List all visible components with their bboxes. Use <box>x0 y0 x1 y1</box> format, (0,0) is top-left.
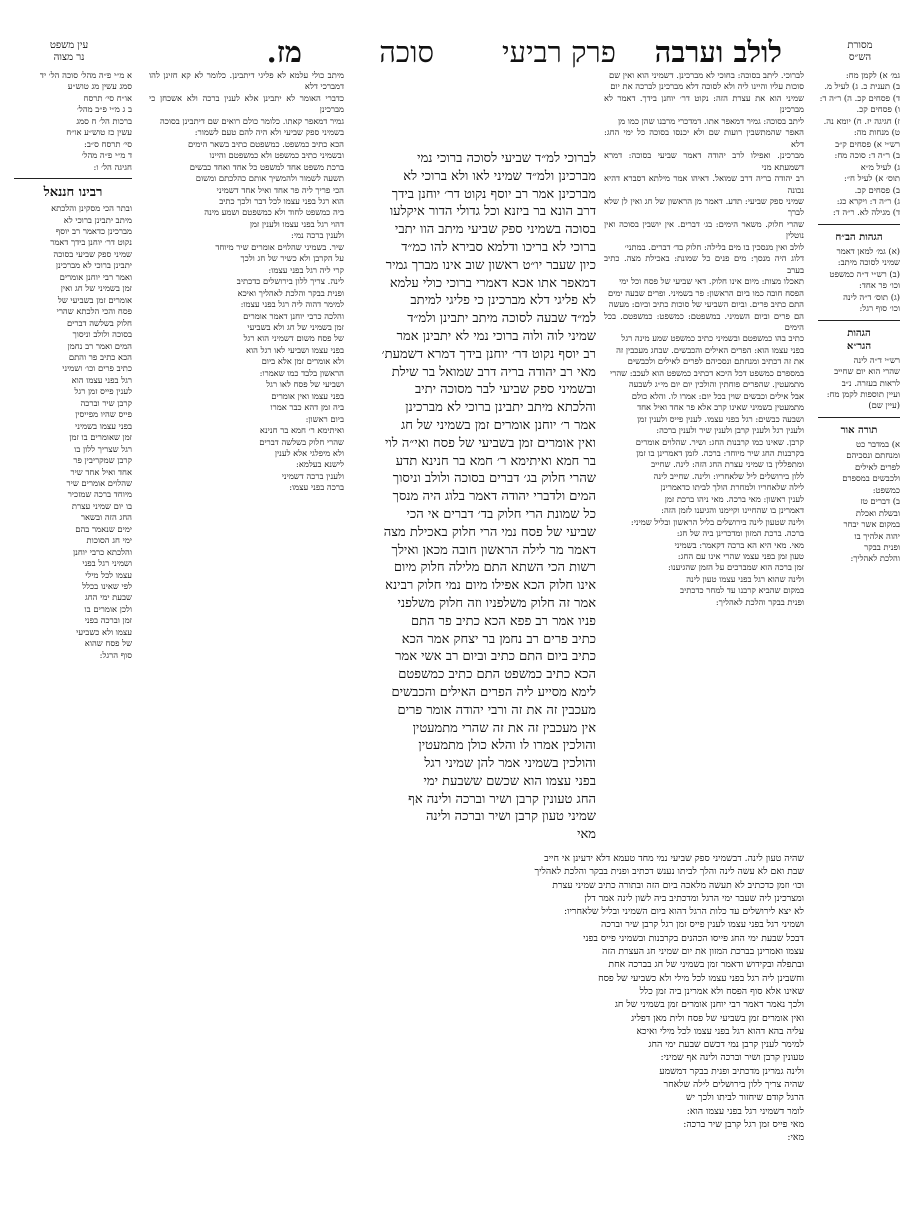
ein-mishpat-line: ד מ״י פ״ה מהל׳ <box>81 150 132 161</box>
gemara-column <box>356 150 596 843</box>
rashi-line: במקום שהביא קרבנו עד למחר כדכתיב <box>680 585 804 596</box>
rashi-line: בפני עצמו הוא: הפרים האילים והכבשים. שבחג מעכבין זה <box>616 344 804 355</box>
tosafot-line: בשמיני ספק שביעי ולא היה להם טעם לשמור: <box>194 127 344 138</box>
gemara-line: מברכינן ולמ״ד שמיני לאו ולא ברוכי לא <box>403 168 596 184</box>
rashi-line: ופנית בבקר והלכת לאהליך: <box>715 596 804 607</box>
ein-mishpat-line: ברכות הל׳ ח סמג <box>76 115 132 126</box>
gemara-line: מאי <box>577 827 596 843</box>
tosafot-line: ברכה בפני עצמו: <box>289 482 344 493</box>
ein-mishpat-title: עין משפט נר מצוה <box>49 40 89 63</box>
rabbenu-line: כתיב פרים וכו׳ ושמיני <box>62 363 132 374</box>
rabbenu-line: שמיני ספק שביעי בסוכה <box>53 248 132 259</box>
rabbenu-line: רגל שצריך ללון בו <box>74 443 132 454</box>
rashi-line: לענין ראשון: מאי ברכה. מאי ניהו ברכת זמן <box>664 493 804 504</box>
hagahot-gra-notes <box>818 355 900 412</box>
torah-line: לפרים לאילים <box>855 461 900 472</box>
rabbenu-line: עצמו ולא כשביעי <box>76 626 132 637</box>
torah-line: ב) דברים טז <box>860 496 900 507</box>
rabbenu-line: נקוט דר׳ יוחנן בידך דאמר <box>50 237 132 248</box>
masoret-hashas-column <box>818 70 900 1160</box>
masoret-line: רש״י א) פסחים ק״ב <box>835 138 900 149</box>
tosafot-line: למימר דהוה ליה רגל בפני עצמו: <box>240 299 344 310</box>
tractate-name: סוכה <box>379 35 434 69</box>
ein-mishpat-line: חגיגה הל׳ ו: <box>93 161 132 172</box>
bottom-line: ולכך נאמר דאמר רבי יוחנן אומרים זמן בשמיני של חג <box>614 999 804 1011</box>
rabbenu-line: ימים שנאמר בהם <box>75 523 132 534</box>
tosafot-line: והלכה כרבי יוחנן דאמר אומרים <box>243 310 344 321</box>
gemara-line: רשות הכי השתא התם מלילה חלוק מיום <box>393 560 596 576</box>
rashi-line: מברכינן. ואפילו לרב יהודה דאמר שביעי בסוכה: דמרא דשמעתא מני <box>604 150 804 172</box>
rabbenu-line: יתבינן ברוכי לא מברכינן <box>55 260 132 271</box>
gemara-line: לברוכי למ״ד שביעי לסוכה ברוכי נמי <box>417 151 596 166</box>
tosafot-line: הכי פריך ליה פר אחד ואיל אחד דשמיני <box>216 184 344 195</box>
rashi-line: טעון זמן בפני עצמו שהרי אינו עם החג: <box>677 551 804 562</box>
rabbenu-chananel-title: רבינו חננאל <box>43 185 103 201</box>
tosafot-column <box>149 70 344 845</box>
bottom-line: ושמיני רגל בפני עצמו לענין פייס זמן רגל קרבן שיר וברכה <box>601 919 804 931</box>
tosafot-line: דהוי רגל בפני עצמו ולענין זמן <box>249 218 344 229</box>
gemara-line: למ״ד שבעה לסוכה מיתב יתבינן ולמ״ד <box>407 311 596 327</box>
gemara-line: כיון שעבר יו״ט ראשון שוב אינו מברך גמיר <box>385 257 596 273</box>
gra-line: ועיין תוספות לקמן מח: <box>826 388 900 399</box>
bottom-line: שאינו אלא סוף הפסח ולא אמרינן ביה זמן כלל <box>639 985 804 997</box>
hagahot-line: שמיני לסוכה מיתב: <box>837 257 900 268</box>
tosafot-line: ביה זמן דהא כבר אמרו <box>270 402 344 413</box>
tosafot-line: ופנית בבקר והלכת לאהליך ואיכא <box>237 287 344 298</box>
rabbenu-line: ולכן אומרים בו <box>84 603 132 614</box>
gemara-line: הכא כתיב כמשפט התם כתיב כמשפטם <box>398 667 596 683</box>
tosafot-line: ושביעי של פסח לאו רגל <box>266 379 344 390</box>
gra-line: (עיין שם) <box>868 400 900 411</box>
gemara-line: אין מעכבין זה את זה שהרי מתמעטין <box>412 720 596 736</box>
masoret-line: ב) פסחים קכ. <box>854 184 900 195</box>
masoret-line: ז) חגיגה יז. ח) יומא נה. <box>823 115 900 126</box>
rashi-line: ושבעה כבשים: רגל בפני עצמו. לענין פייס ולענין זמן <box>637 413 804 424</box>
rabbenu-line: ואמר רבי יוחנן אומרים <box>59 271 132 282</box>
rashi-line: במספרם כמשפט דכל היכא דכתיב כמשפט הוא לעכב: שהרי <box>610 367 804 378</box>
bottom-commentary <box>149 852 804 1182</box>
gemara-line: בסוכה בשמיני ספק שביעי מיתב הוו יתבי <box>394 222 596 238</box>
divider <box>818 224 900 225</box>
gemara-line: דמאפר אתו אכא דאמרי ברוכי כולי עלמא <box>389 275 596 291</box>
rabbenu-line: קרבן שמקריבין פר <box>73 455 132 466</box>
rashi-line: ברכה. ברכת המזון ומדכרינן ביה של חג: <box>676 528 804 539</box>
gemara-line: לא פליגי דלא מברכינן כי פליגי למיתב <box>410 293 596 309</box>
rabbenu-line: פייס שהיו מפייסין <box>75 409 132 420</box>
divider <box>818 320 900 321</box>
rabbenu-line: הכא כתיב פר והתם <box>68 351 132 362</box>
rabbenu-line: רגל בפני עצמו הוא <box>71 374 132 385</box>
rashi-line: ולינה שטעון לינה בירושלים בליל הראשון ובליל שמיני: <box>630 516 804 527</box>
gemara-line: לימא מסייע ליה הפרים האילים והכבשים <box>391 684 596 700</box>
rashi-line: לילה שלאחריו ולמחרת הולך לביתו כדאמרינן <box>660 482 804 493</box>
gemara-line: רב יוסף נקוט דר׳ יוחנן בידך דמרא דשמעת׳ <box>381 346 596 362</box>
rashi-line: דאמרינן בו שהחיינו וקיימנו והגיענו לזמן הזה: <box>661 505 804 516</box>
tosafot-line: הראשון בלבד כמו שאמרו: <box>259 367 344 378</box>
gemara-line: בפני עצמו הוא שכשם ששבעת ימי <box>423 773 596 789</box>
rashi-line: שהרי חלוק. משאר הימים: בג׳ דברים. אין יושבין בסוכה ואין נוטלין <box>604 218 804 241</box>
chapter-name: פרק רביעי <box>501 35 616 69</box>
gemara-line: כתיב ביום התם כתיב וביום רב אשי אמר <box>395 649 596 665</box>
gemara-line: ואין אומרים זמן בשביעי של פסח ואי״ה לוי <box>384 435 596 451</box>
masoret-title: מסורת הש״ס <box>847 40 873 63</box>
gemara-line: דרב הונא בר ביזנא וכל גדולי הדור איקלעו <box>389 204 596 220</box>
ein-mishpat-column <box>14 70 132 1160</box>
masoret-line: ד) פסחים קכ. ה) ר״ה ד: <box>819 92 900 103</box>
rashi-line: לברוכי. ליתב בסוכה: בחוכי לא מברכינן. דשמיני הוא ואין שם <box>608 70 804 80</box>
tosafot-line: שיר. בשמיני שהלוים אומרים שיר מיוחד <box>215 241 344 252</box>
torah-or-notes <box>818 439 900 565</box>
rabbenu-line: לענין פייס זמן רגל <box>74 386 132 397</box>
tosafot-line: מיתב כולי עלמא לא פליגי דיתבינן. כלומר לא קא חזינן להו דמברכי דלא <box>149 70 344 92</box>
tosafot-line: ואיתימא ר׳ חמא בר חנינא <box>259 425 344 436</box>
tosafot-line: שהרי חלוק בשלשה דברים <box>259 436 344 447</box>
rabbenu-line: קרבן שיר וברכה <box>80 397 132 408</box>
gemara-line: ברוכי לא בריכו ודלמא סבירא להו כמ״ד <box>401 239 596 255</box>
rabbenu-line: סוף הרגל: <box>99 649 132 660</box>
tosafot-line: ובשמיני כתיב כמשפט ולא כמשפטם והיינו <box>209 150 344 161</box>
bottom-line: לא יצא לירושלים עד כלות הרגל דהוא ביום השמיני ובליל שלאחריו: <box>563 906 804 918</box>
divider <box>818 417 900 418</box>
hagahot-bach-title: הגהות הב״ח <box>835 231 883 243</box>
hagahot-gra-title: הגהות הגר״א <box>846 327 872 352</box>
masoret-line: ד) מגילה לא. ר״ה ד: <box>832 207 900 218</box>
bottom-line: וכו׳ וזמן כדכתיב לא תעשה מלאכה ביום הזה ובתורה כתיב שמיני עצרת <box>552 879 804 891</box>
gemara-line: שביעי של פסח נמי הרי חלוק באכילת מצה <box>383 524 596 540</box>
bottom-commentary-text <box>149 852 804 1145</box>
gemara-line: כל שמונת הרי חלוק בד׳ דברים אי הכי <box>406 506 596 522</box>
hagahot-line: (ג) תוס׳ ד״ה לינה <box>843 291 900 302</box>
gemara-line: ובשמיני ספק שביעי לבר מסוכה יתיב <box>414 382 596 398</box>
torah-line: יהוה אלהיך בו <box>854 530 900 541</box>
bottom-line: הרגל קודם שיחזור לביתו ולכך יש <box>686 1092 804 1104</box>
rashi-line: שמיני ספק שביעי: תדע. דאמר מן הראשון של חג ואין לן שלא לברך <box>604 195 804 218</box>
torah-line: ופנית בבקר <box>864 541 900 552</box>
rashi-line: הם פרים וביום השמיני. במשפטם: כמשפט: כמשפטם. בכל הימים <box>604 310 804 332</box>
gemara-line: אינו חלוק הכא אפילו מיום נמי חלוק רבינא <box>385 578 596 594</box>
rabbenu-line: בסוכה ולולב וניסוך <box>72 329 132 340</box>
ein-mishpat-line: ב ג מ״י פ״ב מהל׳ <box>76 104 132 115</box>
masoret-references <box>818 70 900 219</box>
gra-line: לראות בעזרה. נ״ב <box>841 377 900 388</box>
bottom-line: שבת ואם לא עשה לינה והלך לביתו נענש דכתיב ופנית בבקר והלכת לאהליך <box>534 866 804 878</box>
rashi-line: סוכות עליו והיינו ליה ולא לסוכה דלא מברכינן לברכה את יום <box>610 81 804 92</box>
rabbenu-line: של פסח שהוא <box>84 638 132 649</box>
rabbenu-line: מיוחד ברכה שמזכיר <box>67 489 132 500</box>
tosafot-line: הכא כתיב כמשפט. כמשפטם כתיב בשאר הימים <box>187 138 344 149</box>
ein-mishpat-references <box>14 70 132 173</box>
tosafot-line: ולא אומרים זמן אלא ביום <box>261 356 344 367</box>
rashi-line: ליתב בסוכה: גמיר דמאפר אתו. דמדכרי מרבנו שהן כמו מן <box>618 115 804 126</box>
ein-mishpat-line: או״ח סי׳ תרסח <box>83 92 132 103</box>
bottom-line: ומצרכינן ליה שעבר ימי הרגל ומדכתיב ביה לשון לינה אמר דלן <box>584 892 804 904</box>
rashi-line: רב יהודה בריה דרב שמואל. דאיהו אמר מילתא דסברא דהיא נכונה <box>604 173 804 195</box>
rabbenu-line: המים ואמר רב נחמן <box>67 340 132 351</box>
rashi-line: ולענין רגל ולענין קרבן ולענין שיר ולענין ברכה: <box>656 425 804 436</box>
rashi-line: מתמעטין. שהפרים פוחתין והולכין יום יום מי״ג לשבעה <box>628 379 804 390</box>
gemara-line: מעכבין זה את זה ורבי יהודה אומר פרים <box>397 702 596 718</box>
gemara-line: כתיב פרים רב נחמן בר יצחק אמר הכא <box>401 631 596 647</box>
tosafot-line: ולענין ברכה נמי: <box>291 230 344 241</box>
bottom-line: דבכל שבעת ימי החג פייסו הכהנים בקרבנות ובשמיני פייס בפני <box>583 932 804 944</box>
ein-mishpat-line: א מ״י פ״ה מהל׳ סוכה הל׳ יד <box>39 70 132 80</box>
rashi-line: כתיב בהו כמשפטם ובשמיני כתיב כמשפט שמע מינה רגל <box>621 333 804 344</box>
bottom-line: מאי: <box>787 1132 804 1144</box>
tosafot-line: ברכת משפט אחד למשפט כל אחד ואחד כבשים <box>189 161 344 172</box>
rabbenu-line: זמן שאומרים בו זמן <box>69 432 132 443</box>
gemara-line: בר חמא ואיתימא ר׳ חמא בר חנינא תדע <box>395 453 596 469</box>
tosafot-line: זמן בשמיני של חג ולא בשביעי <box>247 321 344 332</box>
masoret-line: גמ׳ א) לקמן מח: <box>845 70 900 80</box>
bottom-line: לומר דשמיני רגל בפני עצמו הוא: <box>686 1105 804 1117</box>
masoret-line: ג) ר״ה ד: ויקרא כג: <box>836 195 900 206</box>
rabbenu-line: עצמו לכל מילי <box>85 569 132 580</box>
chapter-title: לולב וערבה <box>654 35 782 69</box>
rashi-line: האפר שהמתשבין רועות שם ולא יכנסו בסוכה כל ימי החג: דלא <box>604 127 804 149</box>
rabbenu-line: החג הזה ובשאר <box>80 512 132 523</box>
rashi-line: תאכלו מצות: מיום אינו חלוק. דאי שביעי של פסח וכל ימי <box>619 276 804 287</box>
rabbenu-line: חלוק בשלשה דברים <box>66 317 132 328</box>
gemara-line: אמר זה חלוק משלפניו וזה חלוק משלפני <box>397 595 596 611</box>
rashi-line: את זה דכתיב ומנחתם ונסכיהם לפרים לאילים ולכבשים <box>627 356 804 367</box>
rashi-line: התם כתיב פרים. וביום השביעי של סוכות כתיב וביום: מעשה <box>608 299 804 310</box>
hagahot-line: וכו׳ פר אחד: <box>859 280 900 291</box>
rabbenu-line: זמן וברכה בפני <box>84 615 132 626</box>
rashi-line: ללון בירושלים ליל שלאחריו: ולינה. שחייב לינה <box>653 470 804 481</box>
gemara-line: המים ולדברי יהודה דאמר בלוג היה מנסך <box>392 489 596 505</box>
torah-line: והלכת לאהליך: <box>850 553 900 564</box>
rashi-line: הפסח חובה כמו ביום הראשון: פר בשמיני. ופרים שבעה ימים <box>607 287 804 298</box>
rabbenu-line: אחד ואיל אחד שיר <box>70 466 132 477</box>
tosafot-line: בפני עצמו ושביעי לאו רגל הוא <box>246 344 344 355</box>
rabbenu-line: ושמיני רגל בפני <box>82 558 132 569</box>
ein-mishpat-line: סמג עשין מג טוש״ע <box>67 81 132 92</box>
hagahot-line: וכו׳ סוף רגל: <box>859 303 900 314</box>
bottom-line: עליה בהא דהוא רגל בפני עצמו לכל מילי ואיכא <box>636 1025 804 1037</box>
bottom-line: ובתפלה ובקידוש ודאמר זמן בשמיני של חג בברכה אחת <box>608 959 804 971</box>
gemara-line: פניו אמר רב פפא הכא כתיב פר התם <box>411 613 596 629</box>
gemara-line: שמיני לוה ולוה ברוכי נמי לא יתבינן אמר <box>396 328 596 344</box>
rashi-line: ולינה שהוא רגל בפני עצמו טעון לינה <box>686 573 804 584</box>
masoret-line: ב) ר״ה ד: סוכה מח: <box>834 150 900 161</box>
masoret-line: תוס׳ א) לעיל ח״: <box>844 173 900 184</box>
hagahot-bach-notes <box>818 246 900 315</box>
tosafot-line: ביה כמשפט לחוד ולא כמשפטם ושמע מינה <box>204 207 344 218</box>
bottom-line: ואין אומרים זמן בשביעי של פסח ולית מאן דפליג <box>631 1012 804 1024</box>
rabbenu-line: ובתר הכי מסקינן והלכתא <box>51 203 132 214</box>
torah-line: ומנחתם ונסכיהם <box>846 450 900 461</box>
folio-number: מז. <box>266 35 302 69</box>
rashi-line: שמיני הוא את עצרת הזה: נקוט דר׳ יוחנן בידך. דאמר לא מברכינן <box>604 92 804 115</box>
hagahot-line: (א) גמ׳ למאן דאמר <box>836 245 900 256</box>
torah-line: במקום אשר יבחר <box>843 519 900 530</box>
tosafot-line: קרי ליה רגל בפני עצמו: <box>268 264 344 275</box>
rabbenu-line: מיתב יתבינן ברוכי לא <box>63 214 132 225</box>
torah-line: כמשפט: <box>872 484 900 495</box>
bottom-line: עצמו ואמרינן בברכת המזון את יום שמיני חג העצרת הזה <box>602 946 804 958</box>
bottom-line: טעונין קרבן ושיר וברכה ולינה אף שמיני: <box>660 1052 804 1064</box>
masoret-line: ו) פסחים קכ. <box>856 104 900 115</box>
bottom-line: שהיה טעון לינה. דבשמיני ספק שביעי נמי מחד טעמא דלא ידעינן אי חייב <box>544 853 804 864</box>
hagahot-line: (ב) רש״י ד״ה כמשפט <box>829 268 900 279</box>
tosafot-line: לישנא בעלמא: <box>296 459 344 470</box>
rashi-line: מאי. מאי היא הא ברכה דקאמר: בשמיני <box>674 539 804 550</box>
tosafot-line: לינה. צריך ללון בירושלים כדכתיב <box>236 276 344 287</box>
bottom-line: וחשבינן ליה רגל בפני עצמו לכל מילי ולא כשביעי של פסח <box>598 972 804 984</box>
bottom-line: למימר לענין קרבן נמי דכשם שבעת ימי החג <box>648 1039 804 1051</box>
tosafot-line: ביום ראשון: <box>305 413 344 424</box>
gemara-line: והולכין אמרו לו והלא כולן מתמעטין <box>418 738 596 754</box>
gemara-line: והלכתא מיתב יתבינן ברוכי לא מברכינן <box>405 400 596 416</box>
rashi-line: לולב ואין מנסכין בו מים בלילה: חלוק בד׳ דברים. במתני׳ <box>624 241 804 252</box>
ein-mishpat-line: עשין כז טוש״ע או״ח <box>66 127 132 138</box>
ein-mishpat-line: סי׳ תרסח ס״ב: <box>84 138 132 149</box>
gemara-line: אמר ר׳ יוחנן אומרים זמן בשמיני של חג <box>400 417 596 433</box>
rashi-line: דלוג היה מנסך: מים פנים כל שמונת: באכילת מצה. כתיב בערב <box>604 253 804 275</box>
rabbenu-line: אומרים זמן בשביעי של <box>57 294 132 305</box>
rashi-line: בקרבנות החג שיר מיוחד: ברכה. לזמן דאמרינן בו זמן <box>636 447 804 458</box>
gemara-line: החג טעונין קרבן ושיר וברכה ולינה אף <box>408 791 596 807</box>
rashi-column <box>604 70 804 845</box>
rashi-line: זמן ברכה הוא שמברכים על הזמן שהגיענו: <box>667 562 804 573</box>
rabbenu-line: לפי שאינו בכלל <box>82 581 132 592</box>
gemara-line: דאמר מר לילה הראשון חובה מכאן ואילך <box>391 542 596 558</box>
bottom-line: מאי פייס זמן רגל קרבן שיר ברכה: <box>683 1118 804 1130</box>
tosafot-line: על הקרבן ולא כשיר של חג ולכך <box>240 253 344 264</box>
tosafot-line: ולענין ברכה דשמיני <box>281 470 344 481</box>
masoret-line: ג) לעיל מ״א <box>860 161 900 172</box>
rabbenu-line: מברכינן כדאמר רב יוסף <box>55 225 132 236</box>
bottom-line: שהיה צריך ללון בירושלים לילה שלאחר <box>663 1079 804 1091</box>
gra-line: שהרי הוא יום שחייב <box>834 366 900 377</box>
gemara-line: שהרי חלוק בג׳ דברים בסוכה ולולב וניסוך <box>392 471 596 487</box>
rabbenu-line: שהלוים אומרים שיר <box>66 477 132 488</box>
torah-line: ובשלת ואכלת <box>855 507 900 518</box>
rashi-line: ומתפללין בו שמיני עצרת החג הזה: לינה. שחייב <box>651 459 804 470</box>
rabbenu-line: בפני עצמו בשמיני <box>75 420 132 431</box>
gemara-text <box>356 150 596 844</box>
gemara-line: שמיני טעון קרבן ושיר וברכה ולינה <box>425 809 596 825</box>
gra-line: רש״י ד״ה לינה <box>853 354 900 365</box>
tosafot-line: כדברי האומר לא יתבינן אלא לענין ברכה ולא אשכחן כי מברכינן <box>149 92 344 115</box>
divider <box>14 178 132 179</box>
masoret-line: ט) מנחות מה: <box>853 127 900 138</box>
masoret-line: ב) תענית כ. ג) לעיל מ. <box>824 81 900 92</box>
gemara-line: והולכין בשמיני אמר להן שמיני רגל <box>424 756 596 772</box>
gemara-line: מאי רב יהודה בריה דרב שמואל בר שילת <box>391 364 596 380</box>
rabbenu-line: פסח והכי הלכתא שהרי <box>56 306 132 317</box>
rashi-line: קרבן. שאינו כמו קרבנות החג: ושיר. שהלוים אומרים <box>635 436 804 447</box>
rashi-commentary <box>604 70 804 608</box>
torah-or-title: תורה אור <box>840 424 878 436</box>
tosafot-line: הוא רגל בפני עצמו לכל דבר ולכך כתיב <box>219 195 344 206</box>
bottom-line: ולינה גמרינן מדכתיב ופנית בבקר דמשמע <box>659 1065 804 1077</box>
rabbenu-line: והלכתא כרבי יוחנן <box>72 546 132 557</box>
tosafot-commentary <box>149 70 344 494</box>
tosafot-line: בפני עצמו ואין אומרים <box>271 390 344 401</box>
rabbenu-chananel-commentary <box>14 203 132 661</box>
tosafot-line: גמיר דמאפר קאתו. כלומר כולם רואים שם דיתבינן בסוכה <box>159 115 344 126</box>
rabbenu-line: בו יום שמיני עצרת <box>71 500 132 511</box>
tosafot-line: של פסח משום דשמיני הוא רגל <box>243 333 344 344</box>
rabbenu-line: שבעת ימי החג <box>84 592 132 603</box>
torah-line: א) במדבר כט <box>856 438 900 449</box>
rashi-line: מתמעטין בשמיני שאינו קרב אלא פר אחד ואיל אחד <box>637 402 804 413</box>
torah-line: ולכבשים במספרם <box>842 473 900 484</box>
gemara-line: מברכינן אמר רב יוסף נקוט דר׳ יוחנן בידך <box>391 186 596 202</box>
tosafot-line: ולא מיפלגי אלא לענין <box>274 447 344 458</box>
rabbenu-line: זמן בשמיני של חג ואין <box>60 283 132 294</box>
tosafot-line: תשעה לשמור ולהמשיך אותם כהלכתם ומשום <box>195 173 344 184</box>
rabbenu-line: ימי חג הסוכות <box>86 535 132 546</box>
rashi-line: אבל אילים וכבשים שוין בכל יום: אמרו לו. והלא כולם <box>631 390 804 401</box>
